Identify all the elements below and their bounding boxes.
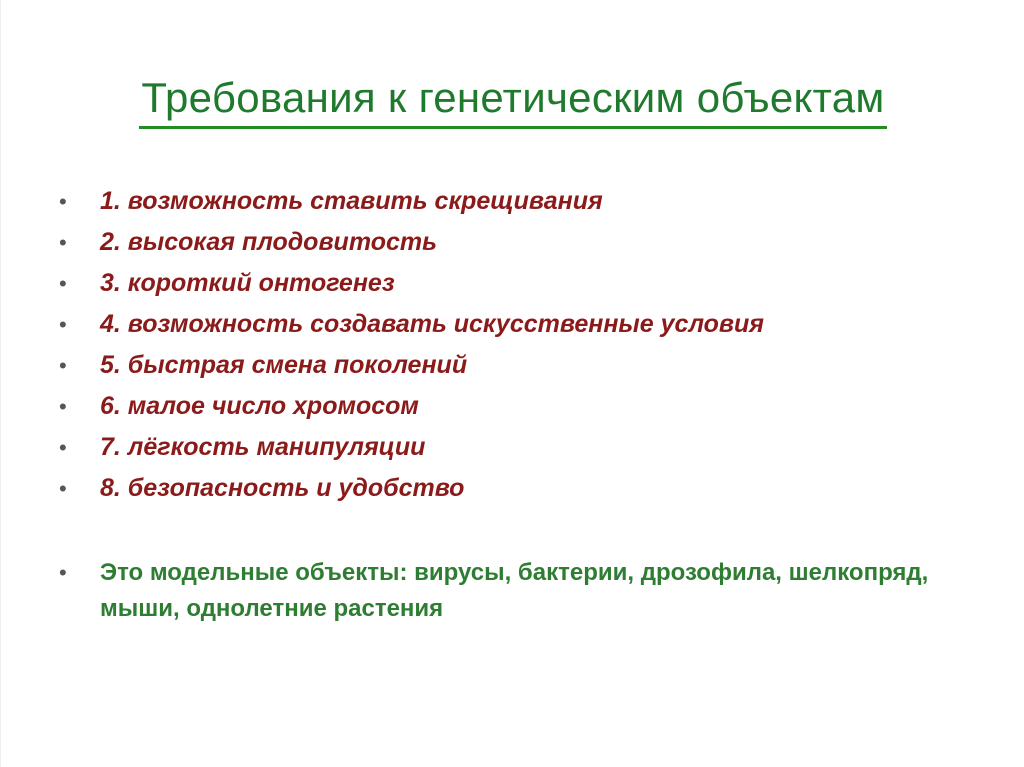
bullet-icon: •: [59, 560, 67, 585]
requirement-text: 8. безопасность и удобство: [100, 474, 465, 502]
requirement-text: 2. высокая плодовитость: [100, 228, 437, 256]
bullet-icon: •: [59, 394, 67, 419]
bullet-icon: •: [59, 189, 67, 214]
requirement-text: 1. возможность ставить скрещивания: [100, 187, 603, 215]
requirement-text: 6. малое число хромосом: [100, 392, 419, 420]
bullet-icon: •: [59, 476, 67, 501]
list-item: [59, 263, 764, 304]
list-item: [59, 222, 764, 263]
list-item: [59, 427, 764, 468]
requirement-text: 3. короткий онтогенез: [100, 269, 395, 297]
requirement-text: 5. быстрая смена поколений: [100, 351, 468, 379]
bullet-icon: •: [59, 230, 67, 255]
bullet-icon: •: [59, 435, 67, 460]
list-item: [59, 181, 764, 222]
bullet-icon: •: [59, 353, 67, 378]
list-item: [59, 304, 764, 345]
requirements-list: [59, 181, 764, 509]
list-item: [59, 468, 764, 509]
slide-title-text: Требования к генетическим объектам: [139, 72, 886, 129]
requirement-text: 7. лёгкость манипуляции: [100, 433, 426, 461]
requirement-text: 4. возможность создавать искусственные условия: [100, 310, 765, 338]
slide-title: [1, 72, 1024, 129]
model-objects-note: [59, 555, 959, 627]
bullet-icon: •: [59, 271, 67, 296]
bullet-icon: •: [59, 312, 67, 337]
list-item: [59, 345, 764, 386]
note-text: Это модельные объекты: вирусы, бактерии, дрозофила, шелкопряд, мыши, однолетние растения: [100, 559, 929, 622]
list-item: [59, 386, 764, 427]
